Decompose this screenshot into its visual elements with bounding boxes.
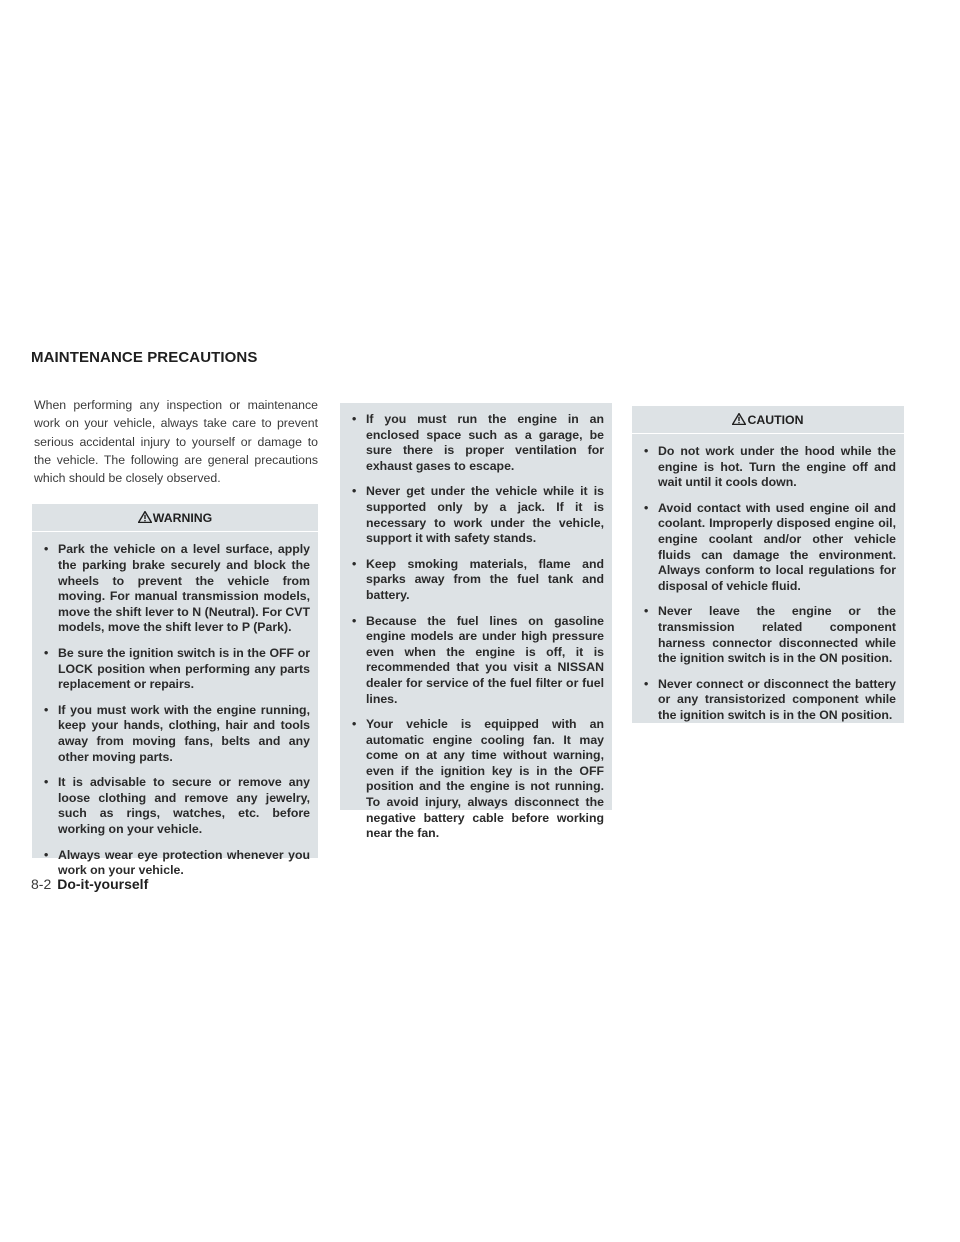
warning-item: • If you must run the engine in an enclosed space such as a garage, be sure there is proper ventilation for exhaust gases to escape. <box>348 412 604 474</box>
warning-heading-label: WARNING <box>152 511 213 526</box>
warning-item: • Because the fuel lines on gasoline engine models are under high pressure even when the engine is off, it is recommended that you visit a NISSAN dealer for service of the fuel filter or fuel lines. <box>348 614 604 708</box>
caution-list <box>640 444 896 724</box>
section-title: MAINTENANCE PRECAUTIONS <box>31 349 258 366</box>
warning-list <box>40 542 310 878</box>
page-footer <box>31 876 148 892</box>
caution-triangle-icon <box>732 413 746 425</box>
warning-item: • Never get under the vehicle while it is supported only by a jack. If it is necessary to work under the vehicle, support it with safety stands. <box>348 484 604 546</box>
caution-heading-label: CAUTION <box>747 413 804 427</box>
chapter-title: Do-it-yourself <box>57 876 149 892</box>
warning-heading <box>32 510 318 532</box>
caution-item: • Avoid contact with used engine oil and coolant. Improperly disposed engine oil, engine coolant and/or other vehicle fluids can damage the environment. Always conform to local regulations for disposal of vehicle fluid. <box>640 501 896 595</box>
warning-triangle-icon <box>138 511 152 523</box>
warning-item: • Park the vehicle on a level surface, apply the parking brake securely and block the wheels to prevent the vehicle from moving. For manual transmission models, move the shift lever to N (Neutral). For CVT models, move the shift lever to P (Park). <box>40 542 310 636</box>
column-middle <box>340 403 612 841</box>
column-right <box>632 406 904 723</box>
warning-list-continued <box>348 412 604 842</box>
warning-box <box>32 504 318 878</box>
caution-item: • Never connect or disconnect the battery or any transistorized component while the ignition switch is in the ON position. <box>640 677 896 724</box>
warning-box-continued <box>340 403 612 841</box>
column-left <box>32 396 318 878</box>
warning-item: • Be sure the ignition switch is in the OFF or LOCK position when performing any parts replacement or repairs. <box>40 646 310 693</box>
caution-item: • Do not work under the hood while the engine is hot. Turn the engine off and wait until it cools down. <box>640 444 896 491</box>
caution-item: • Never leave the engine or the transmission related component harness connector disconnected while the ignition switch is in the ON position. <box>640 604 896 666</box>
caution-box <box>632 406 904 723</box>
caution-heading <box>632 412 904 434</box>
warning-item: • If you must work with the engine running, keep your hands, clothing, hair and tools away from moving fans, belts and any other moving parts. <box>40 703 310 765</box>
warning-item: • Always wear eye protection whenever you work on your vehicle. <box>40 848 310 879</box>
page-number: 8-2 <box>31 876 52 892</box>
warning-item: • Your vehicle is equipped with an automatic engine cooling fan. It may come on at any time without warning, even if the ignition key is in the OFF position and the engine is not running. To avoid injury, always disconnect the negative battery cable before working near the fan. <box>348 717 604 842</box>
warning-item: • Keep smoking materials, flame and sparks away from the fuel tank and battery. <box>348 557 604 604</box>
intro-paragraph: When performing any inspection or maintenance work on your vehicle, always take care to prevent serious accidental injury to yourself or damage to the vehicle. The following are general precautions which should be closely observed. <box>34 398 318 486</box>
warning-item: • It is advisable to secure or remove any loose clothing and remove any jewelry, such as rings, watches, etc. before working on your vehicle. <box>40 775 310 837</box>
